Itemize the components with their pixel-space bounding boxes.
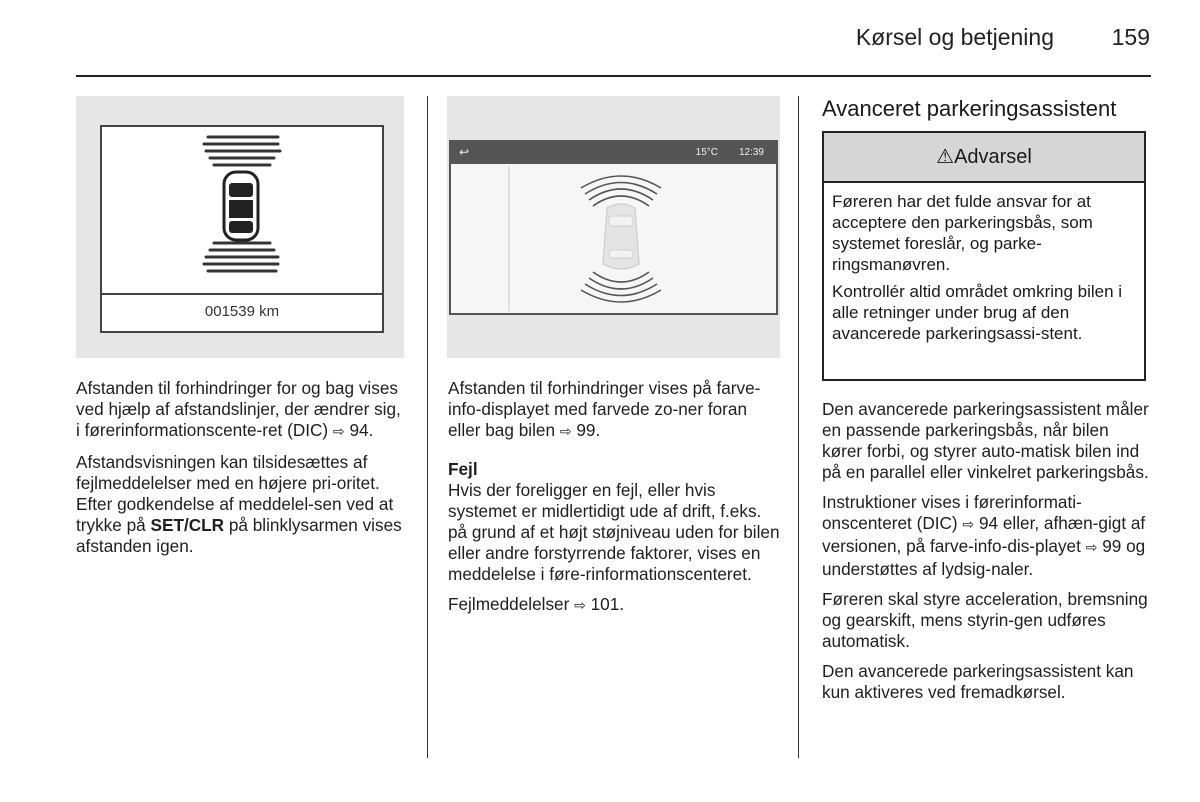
dic-screen xyxy=(100,125,384,333)
page-reference-101[interactable]: 101. xyxy=(590,594,625,614)
warning-triangle-icon: ⚠ xyxy=(936,146,955,168)
paragraph-instructions xyxy=(822,492,1152,580)
paragraph-driver-control: Føreren skal styre acceleration, bremsning og gearskift, mens styrin-gen udføres automatisk. xyxy=(822,589,1148,651)
instructions-text-c: og understøttes af lydsig-naler. xyxy=(822,536,1146,579)
info-display-status-bar xyxy=(451,142,776,164)
warning-body xyxy=(824,183,1144,344)
column-divider-2 xyxy=(798,96,799,758)
column-3-text xyxy=(822,399,1152,712)
fault-messages-text: Fejlmeddelelser xyxy=(448,594,570,614)
page-header-title: Kørsel og betjening xyxy=(855,24,1054,50)
page-reference-icon: ⇨ xyxy=(332,424,345,440)
page-reference-94[interactable]: 94. xyxy=(349,420,374,440)
paragraph-override xyxy=(76,452,406,557)
header-rule xyxy=(76,75,1151,77)
back-arrow-icon[interactable]: ↩ xyxy=(459,145,470,159)
column-divider-1 xyxy=(427,96,428,758)
fejl-heading: Fejl xyxy=(448,459,478,479)
instructions-text-b: eller, afhæn-gigt af versionen, på farve-info-dis-playet xyxy=(822,513,1146,556)
figure-dic-parking-display xyxy=(76,96,404,358)
page-reference-94[interactable]: 94 xyxy=(978,513,999,533)
temperature-readout: 15°C xyxy=(695,147,718,158)
clock-readout: 12:39 xyxy=(738,147,764,158)
parking-zones-graphic xyxy=(451,164,776,311)
paragraph-forward-only: Den avancerede parkeringsassistent kan kun aktiveres ved fremadkørsel. xyxy=(822,661,1134,702)
info-display-screen xyxy=(449,140,778,315)
paragraph-colour-zones xyxy=(448,378,780,443)
warning-paragraph-2: Kontrollér altid området omkring bilen i alle retninger under brug af den avancerede parkeringsassi-stent. xyxy=(832,282,1123,343)
paragraph-override-text-a: Afstandsvisningen kan tilsidesættes af fejlmeddelelser med en højere pri-oritet. Efter godkendelse af meddelel-sen ved at trykke på xyxy=(76,452,394,535)
paragraph-colour-zones-text: Afstanden til forhindringer vises på farve-info-displayet med farvede zo-ner foran eller bag bilen xyxy=(448,378,761,440)
warning-paragraph-1: Føreren har det fulde ansvar for at acceptere den parkeringsbås, som systemet foreslår, og parke-ringsmanøvren. xyxy=(832,192,1093,274)
paragraph-distance-lines-text: Afstanden til forhindringer for og bag vises ved hjælp af afstandslinjer, der ændrer sig, i førerinformationscente-ret (DIC) xyxy=(76,378,401,440)
warning-header xyxy=(824,133,1144,183)
odometer-readout: 001539 km xyxy=(204,303,280,320)
page-reference-icon: ⇨ xyxy=(574,598,586,614)
figure-colour-info-display xyxy=(447,96,780,358)
warning-box xyxy=(822,131,1146,381)
dic-car-distance-graphic xyxy=(102,127,382,293)
paragraph-override-text-b: på blinklysarmen vises afstanden igen. xyxy=(76,515,402,556)
page-reference-icon: ⇨ xyxy=(1085,540,1098,556)
column-1-text xyxy=(76,378,406,566)
paragraph-fault: Hvis der foreligger en fejl, eller hvis systemet er midlertidigt ude af drift, f.eks. på grund af et højt støjniveau uden for bilen eller andre forstyrrende faktorer, vises en meddelelse i føre-rinformationscenteret. xyxy=(448,480,780,584)
page-reference-99[interactable]: 99 xyxy=(1102,536,1122,556)
set-clr-label: SET/CLR xyxy=(150,515,225,535)
warning-title: Advarsel xyxy=(954,146,1032,168)
column-2-text xyxy=(448,378,780,626)
page-reference-icon: ⇨ xyxy=(962,517,975,533)
page-number: 159 xyxy=(1111,24,1150,50)
page-reference-99[interactable]: 99. xyxy=(576,420,601,440)
paragraph-distance-lines xyxy=(76,378,406,443)
paragraph-assistant-intro: Den avancerede parkeringsassistent måler en passende parkeringsbås, når bilen kører forbi, og styrer auto-matisk bilen ind på en parallel eller vinkelret parkeringsbås. xyxy=(822,399,1149,482)
instructions-text-a: Instruktioner vises i førerinformati-onscenteret (DIC) xyxy=(822,492,1082,533)
page-reference-icon: ⇨ xyxy=(559,424,572,440)
dic-divider xyxy=(102,293,382,295)
paragraph-fault-messages xyxy=(448,594,780,617)
section-heading: Avanceret parkeringsassistent xyxy=(822,96,1117,121)
